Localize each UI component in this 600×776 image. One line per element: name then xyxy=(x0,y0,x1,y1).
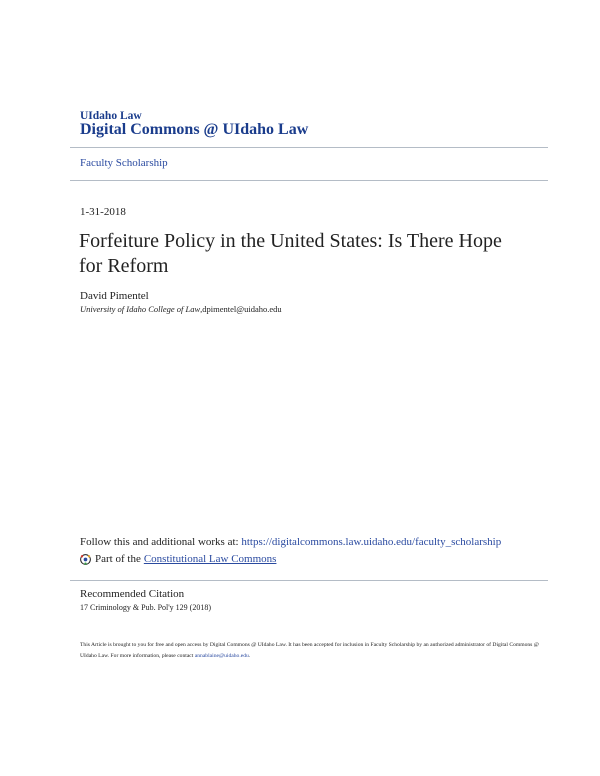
publication-date: 1-31-2018 xyxy=(80,206,126,218)
affiliation-name: University of Idaho College of Law xyxy=(80,304,201,314)
affiliation-separator: , xyxy=(200,304,203,314)
network-icon xyxy=(80,554,91,565)
follow-prefix: Follow this and additional works at: xyxy=(80,536,239,548)
follow-url-link[interactable]: https://digitalcommons.law.uidaho.edu/faculty_scholarship xyxy=(241,536,502,548)
header-divider-bottom xyxy=(70,180,548,181)
notice-text: This Article is brought to you for free and open access by Digital Commons @ UIdaho Law. It has been accepted for inclusion in Faculty Scholarship by an authorized administrator of Digital Commons @ UIdaho Law. For more information, please contact xyxy=(80,642,539,659)
contact-email-link[interactable]: annablaine@uidaho.edu xyxy=(194,653,249,659)
repository-name[interactable]: Digital Commons @ UIdaho Law xyxy=(80,121,309,138)
author-affiliation xyxy=(80,304,282,314)
series-link[interactable]: Faculty Scholarship xyxy=(80,157,168,169)
header-divider-top xyxy=(70,147,548,148)
citation-text: 17 Criminology & Pub. Pol'y 129 (2018) xyxy=(80,603,212,612)
notice-end: . xyxy=(248,653,251,659)
access-notice xyxy=(80,640,540,662)
article-title: Forfeiture Policy in the United States: Is There Hope for Reform xyxy=(79,230,502,277)
institution-name[interactable]: UIdaho Law xyxy=(80,110,142,122)
author-name: David Pimentel xyxy=(80,290,149,302)
part-of-prefix: Part of the xyxy=(95,553,141,565)
affiliation-email[interactable]: dpimentel@uidaho.edu xyxy=(202,304,282,314)
discipline-link[interactable]: Constitutional Law Commons xyxy=(143,553,277,565)
follow-line xyxy=(80,536,501,548)
citation-divider xyxy=(70,580,548,581)
part-of-line xyxy=(80,553,276,565)
citation-heading: Recommended Citation xyxy=(80,588,185,600)
